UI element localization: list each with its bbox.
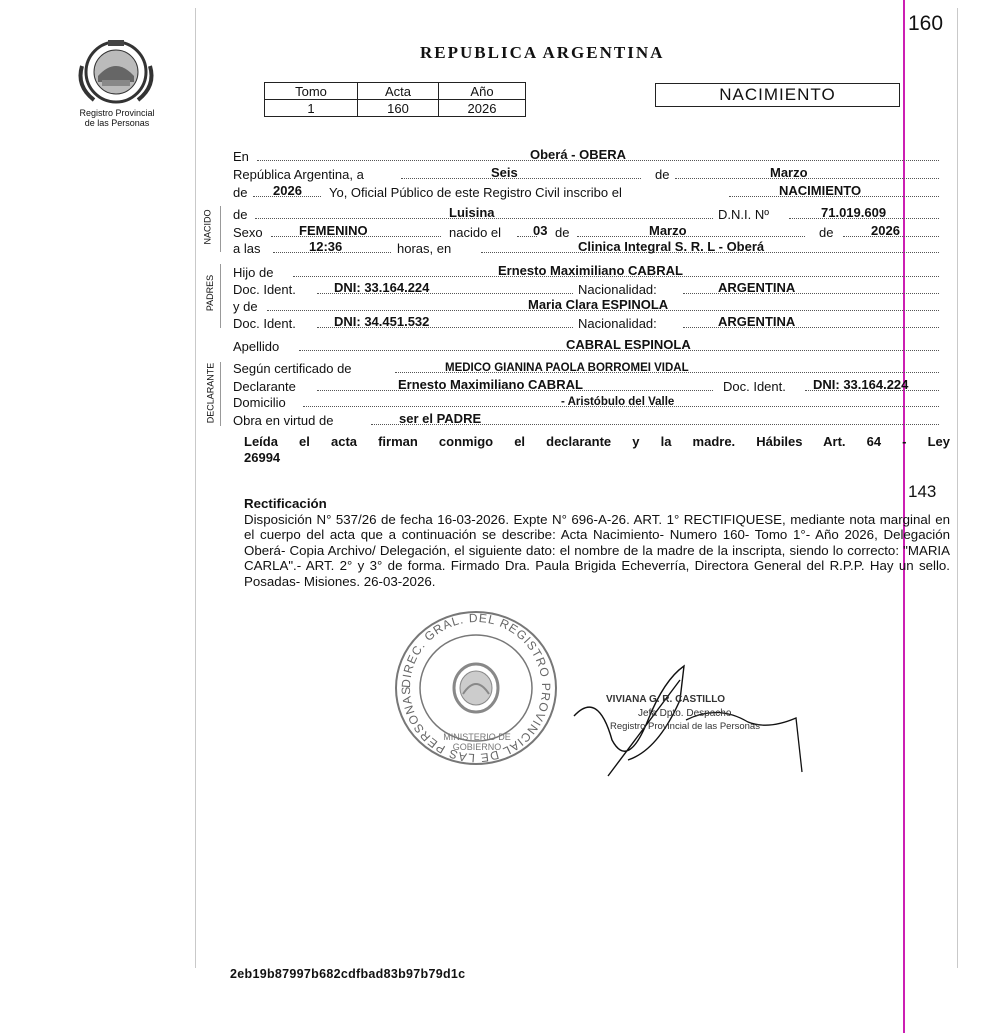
value-mes-nac: Marzo [649,223,687,238]
stamp-ring-text: DIREC. GRAL. DEL REGISTRO PROVINCIAL DE LAS PERSONAS [398,610,554,766]
dotted-line [577,236,805,237]
right-margin-line [957,8,958,968]
label-de: de [819,225,834,240]
closing-note-line2: 26994 [244,450,281,465]
row-obra [233,410,939,428]
label-domicilio: Domicilio [233,395,286,410]
label-en: En [233,149,249,164]
label-horas-en: horas, en [397,241,452,256]
tag-padres: PADRES [205,274,216,312]
left-margin-line [195,8,196,968]
page-number-top: 160 [908,12,944,35]
value-padre: Ernesto Maximiliano CABRAL [498,263,683,278]
logo-caption [58,108,176,128]
label-obra: Obra en virtud de [233,413,334,428]
page-number-side: 143 [908,482,937,501]
value-acta: 160 [358,100,439,117]
act-type-box: NACIMIENTO [655,83,900,107]
value-madre-nac: ARGENTINA [718,314,796,329]
value-obra: ser el PADRE [399,411,482,426]
stamp-inner-text: MINISTERIO DE GOBIERNO [443,732,511,752]
dotted-line [401,178,641,179]
value-domicilio: - Aristóbulo del Valle [561,396,675,408]
register-table [264,82,526,117]
row-madre [233,296,939,314]
header-acta: Acta [358,83,439,100]
label-inscribo: Yo, Oficial Público de este Registro Civil inscribo el [329,185,622,200]
row-lugar [233,146,939,164]
label-de: de [233,207,248,222]
tag-nacido: NACIDO [202,209,213,245]
value-hora: 12:36 [309,239,343,254]
document-hash: 2eb19b87997b682cdfbad83b97b79d1c [230,967,466,981]
tag-declarante: DECLARANTE [205,362,216,424]
value-certificado: MEDICO GIANINA PAOLA BORROMEI VIDAL [445,362,689,374]
value-lugar-nac: Clinica Integral S. R. L - Oberá [578,239,765,254]
section-bar-nacido [220,206,221,252]
value-madre-doc: DNI: 34.451.532 [334,314,430,329]
row-padre-doc [233,279,939,297]
label-doc-ident: Doc. Ident. [233,282,296,297]
label-sexo: Sexo [233,225,263,240]
value-dia-nac: 03 [533,223,548,238]
label-declarante: Declarante [233,379,296,394]
rectificacion-body: Disposición N° 537/26 de fecha 16-03-2026. Expte N° 696-A-26. ART. 1° RECTIFIQUESE, mediante nota marginal en el cuerpo del acta que a continuación se describe: Acta Nacimiento- Numero 160- Tomo 1°- Año 2026, Delegación Oberá- Copia Archivo/ Delegación, el siguiente dato: el nombre de la madre de la inscripta, siendo lo correcto: "MARIA CARLA".- ART. 2° y 3° de forma. Firmado Dra. Paula Brigida Echeverría, Directora General del R.P.P. Hay un sello. Posadas- Misiones. 26-03-2026. [244,511,950,589]
value-lugar: Oberá - OBERA [530,147,627,162]
value-apellido: CABRAL ESPINOLA [566,337,691,352]
row-apellido [233,336,939,354]
label-nacionalidad: Nacionalidad: [578,316,657,331]
value-dia-letras: Seis [491,165,518,180]
rectificacion-heading: Rectificación [244,496,327,511]
label-dni: D.N.I. Nº [718,207,769,222]
row-madre-doc [233,313,939,331]
value-nombre: Luisina [449,205,495,220]
section-bar-declarante [220,362,221,426]
row-hora [233,238,939,256]
label-apellido: Apellido [233,339,280,354]
label-doc-ident: Doc. Ident. [723,379,786,394]
signature-block [568,660,818,780]
document-title: REPUBLICA ARGENTINA [420,43,665,62]
value-declarante-doc: DNI: 33.164.224 [813,377,909,392]
value-padre-doc: DNI: 33.164.224 [334,280,430,295]
value-padre-nac: ARGENTINA [718,280,796,295]
label-republica: República Argentina, a [233,167,364,182]
value-anio-nac: 2026 [871,223,900,238]
value-dni: 71.019.609 [821,205,887,220]
label-a-las: a las [233,241,261,256]
signature-name: VIVIANA G. R. CASTILLO [606,694,726,705]
value-tomo: 1 [265,100,358,117]
logo-caption-line2: de las Personas [84,118,150,128]
value-anio: 2026 [439,100,526,117]
section-bar-padres [220,264,221,328]
value-declarante: Ernesto Maximiliano CABRAL [398,377,583,392]
row-nombre [233,204,939,222]
signature-office: Registro Provincial de las Personas [610,721,760,732]
header-anio: Año [439,83,526,100]
label-de: de [555,225,570,240]
value-sexo: FEMENINO [299,223,368,238]
row-padre [233,262,939,280]
logo-caption-line1: Registro Provincial [79,108,155,118]
label-hijo-de: Hijo de [233,265,274,280]
label-y-de: y de [233,299,258,314]
row-fecha-acta [233,164,939,182]
value-mes-acta: Marzo [770,165,808,180]
closing-note [244,434,950,466]
row-inscripcion [233,182,939,200]
label-de: de [233,185,248,200]
official-stamp [387,608,565,768]
row-domicilio [233,392,939,410]
value-tipo-inscripcion: NACIMIENTO [779,183,862,198]
value-anio-acta: 2026 [273,183,302,198]
label-nacido-el: nacido el [449,225,502,240]
header-tomo: Tomo [265,83,358,100]
row-certificado [233,358,939,376]
label-doc-ident: Doc. Ident. [233,316,296,331]
label-segun: Según certificado de [233,361,352,376]
closing-note-line1: Leída el acta firman conmigo el declarante y la madre. Hábiles Art. 64 - Ley [244,434,950,449]
rectificacion-block [244,496,950,589]
provincia-seal-icon [72,36,160,106]
label-nacionalidad: Nacionalidad: [578,282,657,297]
label-de: de [655,167,670,182]
handwritten-signature-icon [568,660,818,780]
value-madre: Maria Clara ESPINOLA [528,297,669,312]
provincia-logo [72,36,160,106]
signature-role: Jefa Dpto. Despacho [638,708,732,719]
